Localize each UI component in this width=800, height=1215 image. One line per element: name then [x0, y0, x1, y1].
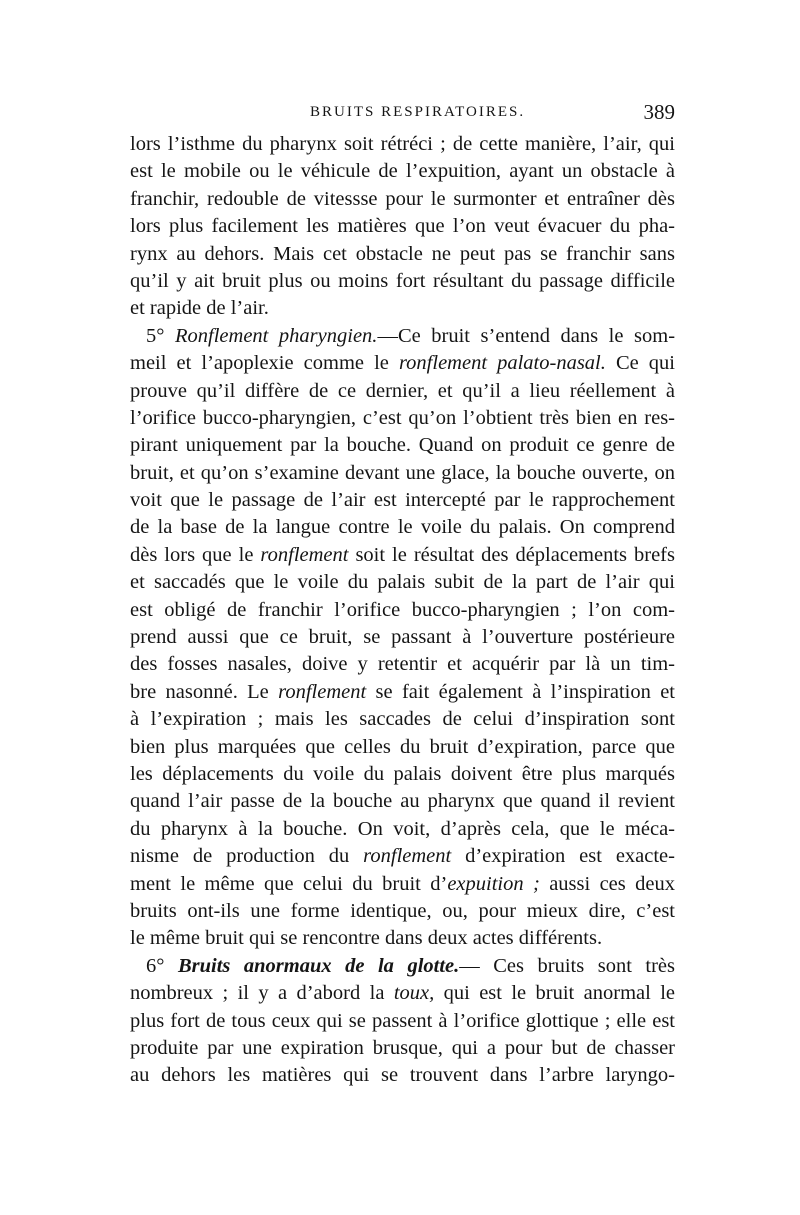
page-body	[130, 131, 675, 1090]
paragraph-5-line: prend aussi que ce bruit, se passant à l’ouverture postérieure	[130, 626, 675, 649]
text-line: lors l’isthme du pharynx soit rétréci ; de cette manière, l’air, qui	[130, 133, 675, 155]
paragraph-6-line	[130, 953, 675, 980]
paragraph-5-line	[130, 542, 675, 569]
text-line: lors plus facilement les matières que l’on veut évacuer du pha-	[130, 215, 675, 238]
paragraph-5-line: prouve qu’il diffère de ce dernier, et qu’il a lieu réellement à	[130, 379, 675, 402]
paragraph-5-line: bruit, et qu’on s’examine devant une glace, la bouche ouverte, on	[130, 461, 675, 484]
italic-term: toux,	[393, 982, 435, 1005]
running-title: BRUITS RESPIRATOIRES.	[310, 104, 526, 120]
paragraph-5-line	[130, 843, 675, 870]
text-segment: —Ce bruit s’entend dans le som-	[377, 324, 675, 347]
page-number: 389	[643, 100, 675, 124]
text-segment: qui est le bruit anormal le	[434, 982, 675, 1005]
paragraph-6-line: produite par une expiration brusque, qui a pour but de chasser	[130, 1036, 675, 1059]
paragraph-5-line: l’orifice bucco-pharyngien, c’est qu’on l’obtient très bien en res-	[130, 406, 675, 429]
paragraph-5-line: bien plus marquées que celles du bruit d’expiration, parce que	[130, 735, 675, 758]
paragraph-5-line	[130, 679, 675, 706]
section-title: Ronflement pharyngien.	[175, 324, 378, 347]
paragraph-5-line: de la base de la langue contre le voile du palais. On comprend	[130, 516, 675, 539]
paragraph-5-line: les déplacements du voile du palais doivent être plus marqués	[130, 762, 675, 785]
text-segment: Ce qui	[605, 352, 675, 375]
paragraph-5-line: des fosses nasales, doive y retentir et acquérir par là un tim-	[130, 653, 675, 676]
italic-term: ronflement palato-nasal.	[398, 352, 606, 375]
paragraph-5-line: le même bruit qui se rencontre dans deux actes différents.	[130, 927, 603, 950]
paragraph-5-line: est obligé de franchir l’orifice bucco-pharyngien ; l’on com-	[130, 598, 675, 621]
text-segment: dès lors que le	[130, 543, 261, 566]
italic-term: ronflement	[278, 680, 367, 703]
text-segment: meil et l’apoplexie comme le	[130, 352, 399, 375]
paragraph-6-line	[130, 980, 675, 1007]
text-segment: se fait également à l’inspiration et	[366, 680, 675, 703]
section-number: 5°	[146, 324, 165, 347]
text-line: qu’il y ait bruit plus ou moins fort résultant du passage difficile	[130, 269, 675, 292]
section-number: 6°	[146, 954, 165, 977]
paragraph-5-line: voit que le passage de l’air est intercepté par le rapprochement	[130, 489, 675, 512]
text-segment: bre nasonné. Le	[130, 680, 279, 703]
text-line: est le mobile ou le véhicule de l’expuition, ayant un obstacle à	[130, 160, 675, 183]
paragraph-5-line: à l’expiration ; mais les saccades de celui d’inspiration sont	[130, 708, 675, 731]
paragraph-5-line: et saccadés que le voile du palais subit de la part de l’air qui	[130, 571, 675, 594]
italic-term: ronflement	[260, 543, 349, 566]
section-title: Bruits anormaux de la glotte.	[177, 954, 460, 977]
italic-term: expuition ;	[447, 872, 540, 895]
page-header	[130, 100, 675, 130]
paragraph-5-line	[130, 350, 675, 377]
paragraph-5-line: du pharynx à la bouche. On voit, d’après cela, que le méca-	[130, 817, 675, 840]
text-segment: d’expiration est exacte-	[451, 845, 675, 868]
paragraph-6-line: plus fort de tous ceux qui se passent à l’orifice glottique ; elle est	[130, 1009, 675, 1032]
text-segment: nombreux ; il y a d’abord la	[130, 982, 394, 1005]
text-line: et rapide de l’air.	[130, 297, 269, 320]
paragraph-5-line: quand l’air passe de la bouche au pharynx que quand il revient	[130, 790, 675, 813]
text-segment: ment le même que celui du bruit d’	[130, 872, 448, 895]
paragraph-6-line: au dehors les matières qui se trouvent dans l’arbre laryngo-	[130, 1064, 675, 1087]
text-line: rynx au dehors. Mais cet obstacle ne peut pas se franchir sans	[130, 242, 675, 265]
text-segment: aussi ces deux	[539, 872, 675, 895]
paragraph-5-line: pirant uniquement par la bouche. Quand on produit ce genre de	[130, 434, 675, 457]
text-segment: nisme de production du	[130, 845, 364, 868]
paragraph-5-line	[130, 871, 675, 898]
italic-term: ronflement	[363, 845, 452, 868]
paragraph-5-line: bruits ont-ils une forme identique, ou, pour mieux dire, c’est	[130, 899, 675, 922]
paragraph-5-line	[130, 323, 675, 350]
text-segment: soit le résultat des déplacements brefs	[348, 543, 675, 566]
text-line: franchir, redouble de vitessse pour le surmonter et entraîner dès	[130, 187, 675, 210]
text-segment: — Ces bruits sont très	[459, 954, 675, 977]
